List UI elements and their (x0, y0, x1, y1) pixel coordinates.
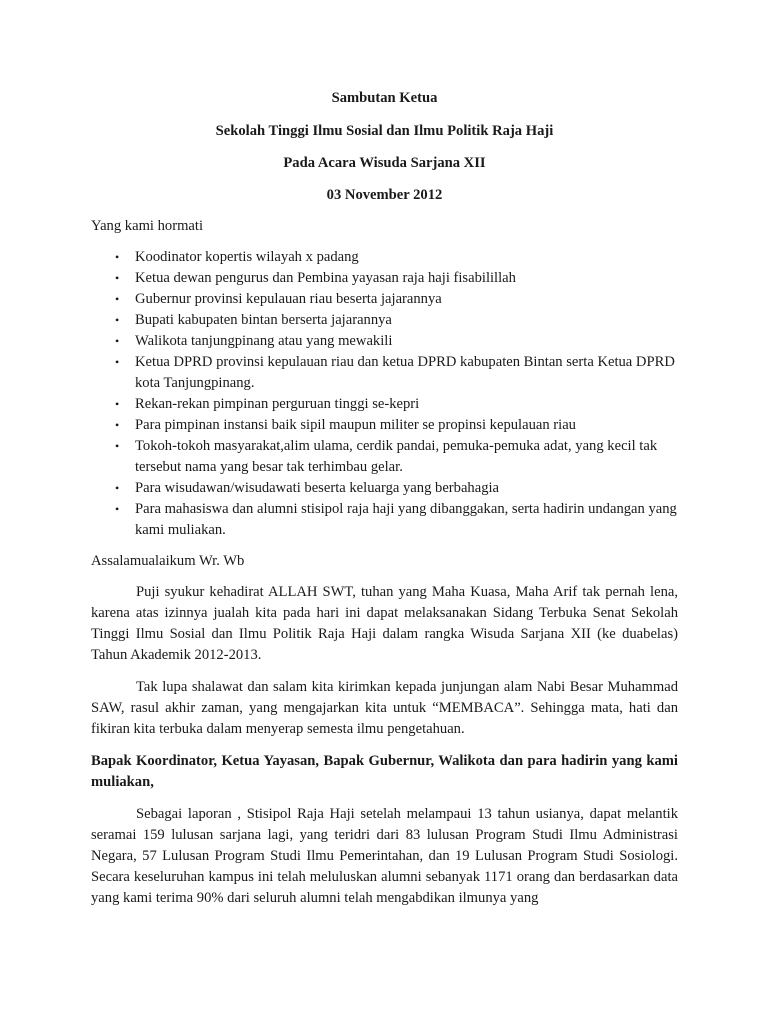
bullet-icon: • (115, 502, 120, 516)
greeting: Yang kami hormati (91, 218, 204, 234)
bullet-icon: • (115, 397, 120, 411)
bullet-icon: • (115, 334, 120, 348)
list-item (91, 499, 678, 541)
list-item-text: Ketua dewan pengurus dan Pembina yayasan raja haji fisabilillah (135, 270, 516, 286)
list-item-text: Walikota tanjungpinang atau yang mewakili (135, 333, 393, 349)
bullet-icon: • (115, 418, 120, 432)
paragraph-opening: Puji syukur kehadirat ALLAH SWT, tuhan yang Maha Kuasa, Maha Arif tak pernah lena, karena atas izinnya jualah kita pada hari ini dapat melaksanakan Sidang Terbuka Senat Sekolah Tinggi Ilmu Sosial dan Ilmu Politik Raja Haji dalam rangka Wisuda Sarjana XII (ke duabelas) Tahun Akademik 2012-2013. (91, 584, 678, 663)
event-date: 03 November 2012 (326, 187, 443, 203)
list-item (91, 310, 678, 331)
list-item (91, 289, 678, 310)
list-item-text: Rekan-rekan pimpinan perguruan tinggi se-kepri (135, 396, 420, 412)
bullet-icon: • (115, 292, 120, 306)
event-name: Pada Acara Wisuda Sarjana XII (283, 155, 486, 171)
attendee-list (91, 247, 678, 541)
doc-title: Sambutan Ketua (331, 90, 438, 106)
list-item-text: Tokoh-tokoh masyarakat,alim ulama, cerdik pandai, pemuka-pemuka adat, yang kecil tak tersebut nama yang besar tak terhimbau gelar. (135, 438, 658, 475)
list-item-text: Gubernur provinsi kepulauan riau beserta jajarannya (135, 291, 442, 307)
list-item (91, 247, 678, 268)
list-item (91, 478, 678, 499)
list-item-text: Para wisudawan/wisudawati beserta keluarga yang berbahagia (135, 480, 500, 496)
address-line: Bapak Koordinator, Ketua Yayasan, Bapak Gubernur, Walikota dan para hadirin yang kami muliakan, (91, 753, 678, 790)
list-item-text: Koodinator kopertis wilayah x padang (135, 249, 359, 265)
bullet-icon: • (115, 250, 120, 264)
paragraph-report: Sebagai laporan , Stisipol Raja Haji setelah melampaui 13 tahun usianya, dapat melantik seramai 159 lulusan sarjana lagi, yang teridri dari 83 lulusan Program Studi Ilmu Administrasi Negara, 57 Lulusan Program Studi Ilmu Pemerintahan, dan 19 Lulusan Program Studi Sosiologi. Secara keseluruhan kampus ini telah meluluskan alumni sebanyak 1171 orang dan berdasarkan data yang kami terima 90% dari seluruh alumni telah mengabdikan ilmunya yang (91, 806, 678, 906)
bullet-icon: • (115, 481, 120, 495)
list-item-text: Para pimpinan instansi baik sipil maupun militer se propinsi kepulauan riau (135, 417, 576, 433)
bullet-icon: • (115, 439, 120, 453)
list-item (91, 415, 678, 436)
list-item (91, 394, 678, 415)
list-item (91, 268, 678, 289)
bullet-icon: • (115, 313, 120, 327)
list-item-text: Bupati kabupaten bintan berserta jajarannya (135, 312, 392, 328)
list-item (91, 436, 678, 478)
bullet-icon: • (115, 355, 120, 369)
paragraph-shalawat: Tak lupa shalawat dan salam kita kirimkan kepada junjungan alam Nabi Besar Muhammad SAW, rasul akhir zaman, yang mengajarkan kita untuk “MEMBACA”. Sehingga mata, hati dan fikiran kita terbuka dalam menyerap semesta ilmu pengetahuan. (91, 679, 678, 737)
salam: Assalamualaikum Wr. Wb (91, 553, 245, 569)
list-item (91, 331, 678, 352)
list-item (91, 352, 678, 394)
list-item-text: Para mahasiswa dan alumni stisipol raja haji yang dibanggakan, serta hadirin undangan yang kami muliakan. (135, 501, 677, 538)
list-item-text: Ketua DPRD provinsi kepulauan riau dan ketua DPRD kabupaten Bintan serta Ketua DPRD kota Tanjungpinang. (135, 354, 675, 391)
bullet-icon: • (115, 271, 120, 285)
institution-name: Sekolah Tinggi Ilmu Sosial dan Ilmu Politik Raja Haji (215, 123, 554, 139)
